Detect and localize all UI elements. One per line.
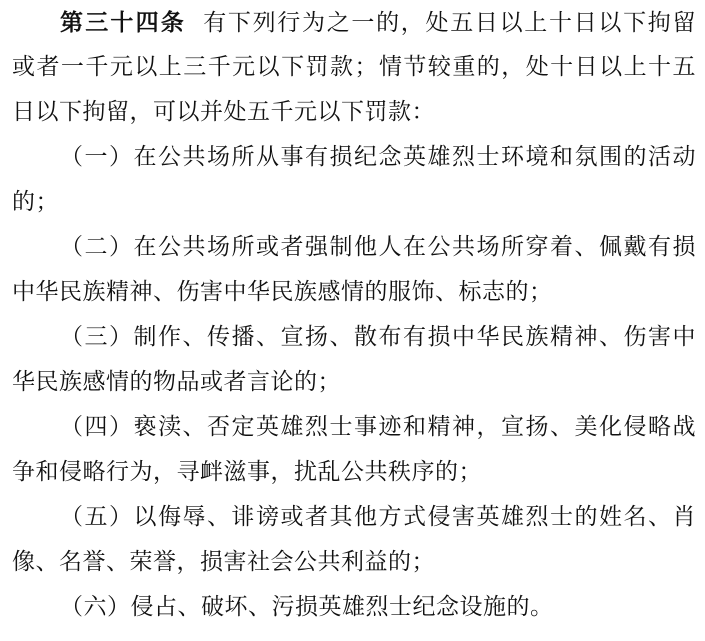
item-3-line-2: 华民族感情的物品或者言论的；	[12, 369, 341, 395]
article-intro-line-3: 日以下拘留，可以并处五千元以下罚款：	[12, 99, 435, 125]
item-1-line-1: （一）在公共场所从事有损纪念英雄烈士环境和氛围的活动	[60, 144, 696, 170]
item-4-line-2: 争和侵略行为，寻衅滋事，扰乱公共秩序的；	[12, 459, 482, 485]
item-4-line-1: （四）亵渎、否定英雄烈士事迹和精神，宣扬、美化侵略战	[60, 414, 696, 440]
article-number: 第三十四条	[60, 9, 186, 36]
article-first-line	[60, 0, 696, 45]
article-intro-line-2: 或者一千元以上三千元以下罚款；情节较重的，处十日以上十五	[12, 54, 696, 80]
item-2-line-1: （二）在公共场所或者强制他人在公共场所穿着、佩戴有损	[60, 234, 696, 260]
item-5-line-2: 像、名誉、荣誉，损害社会公共利益的；	[12, 549, 435, 575]
item-6-line-1: （六）侵占、破坏、污损英雄烈士纪念设施的。	[60, 594, 554, 620]
article-intro-line-1: 有下列行为之一的，处五日以上十日以下拘留	[202, 10, 696, 36]
item-1-line-2: 的；	[12, 189, 59, 215]
item-3-line-1: （三）制作、传播、宣扬、散布有损中华民族精神、伤害中	[60, 324, 696, 350]
item-5-line-1: （五）以侮辱、诽谤或者其他方式侵害英雄烈士的姓名、肖	[60, 504, 696, 530]
item-2-line-2: 中华民族精神、伤害中华民族感情的服饰、标志的；	[12, 279, 553, 305]
